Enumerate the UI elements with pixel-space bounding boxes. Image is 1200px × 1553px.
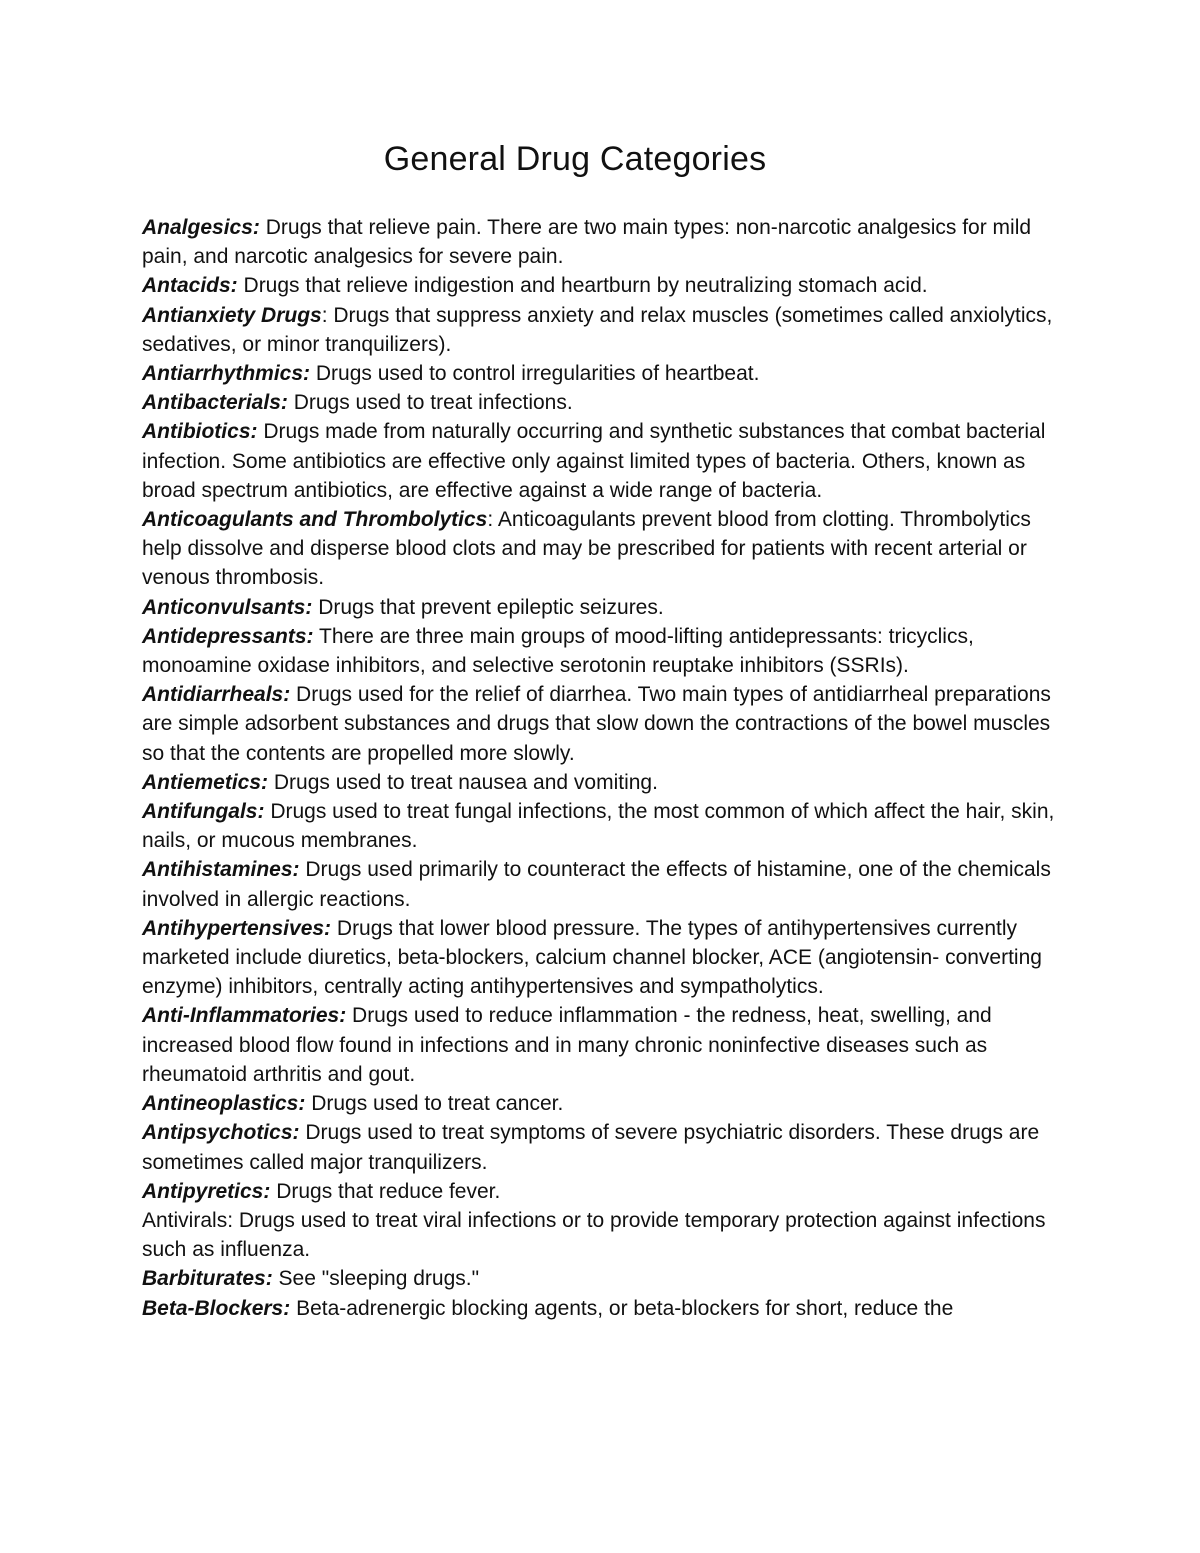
entry-term: Antifungals:: [142, 800, 265, 824]
entry-antipsychotics: [142, 1118, 1072, 1176]
entry-definition: See "sleeping drugs.": [272, 1267, 480, 1291]
entry-antifungals: [142, 797, 1072, 855]
entry-term: Antacids:: [142, 274, 238, 298]
entry-antihypertensives: [142, 914, 1072, 1002]
entry-definition: Drugs that relieve indigestion and heartburn by neutralizing stomach acid.: [237, 274, 928, 298]
entry-term: Antihypertensives:: [142, 916, 332, 940]
entry-term: Anticoagulants and Thrombolytics: [142, 508, 488, 532]
entry-definition: Drugs used to treat infections.: [287, 391, 573, 415]
entry-definition: Drugs used to control irregularities of heartbeat.: [310, 362, 760, 386]
entry-definition: Drugs used primarily to counteract the effects of histamine, one of the chemicals involved in allergic reactions.: [142, 858, 1051, 911]
entry-term: Antiarrhythmics:: [142, 362, 311, 386]
entry-antibiotics: [142, 417, 1072, 505]
entry-term: Beta-Blockers:: [142, 1296, 291, 1320]
entry-definition: Drugs used to treat nausea and vomiting.: [268, 770, 658, 794]
entry-term: Antianxiety Drugs: [142, 303, 322, 327]
entry-term: Analgesics:: [142, 216, 260, 239]
entry-antihistamines: [142, 855, 1072, 913]
entry-term: Antibiotics:: [142, 420, 258, 444]
entry-anticoagulants-thrombolytics: [142, 505, 1072, 593]
entry-antidiarrheals: [142, 680, 1072, 768]
entry-definition: Drugs used for the relief of diarrhea. Two main types of antidiarrheal preparations are simple adsorbent substances and drugs that slow down the contractions of the bowel muscles so that the contents are propelled more slowly.: [142, 683, 1051, 765]
entry-antacids: [142, 271, 1072, 300]
entry-term: Antivirals:: [142, 1208, 234, 1232]
entry-definition: Drugs used to treat cancer.: [305, 1092, 564, 1116]
entry-term: Antiemetics:: [142, 770, 269, 794]
entry-antibacterials: [142, 388, 1072, 417]
entry-term: Antidiarrheals:: [142, 683, 291, 707]
entry-anticonvulsants: [142, 593, 1072, 622]
entry-definition: Drugs used to treat fungal infections, the most common of which affect the hair, skin, nails, or mucous membranes.: [142, 800, 1055, 853]
entry-antipyretics: [142, 1177, 1072, 1206]
entry-term: Antibacterials:: [142, 391, 288, 415]
entry-beta-blockers: [142, 1294, 1072, 1323]
entry-analgesics: [142, 213, 1072, 271]
entry-antidepressants: [142, 622, 1072, 680]
entry-antiarrhythmics: [142, 359, 1072, 388]
entry-definition: Drugs used to treat symptoms of severe psychiatric disorders. These drugs are sometimes called major tranquilizers.: [142, 1121, 1040, 1174]
entry-term: Anti-Inflammatories:: [142, 1004, 347, 1028]
entry-definition: Drugs used to treat viral infections or to provide temporary protection against infections such as influenza.: [142, 1208, 1046, 1262]
entry-term: Antipsychotics:: [142, 1121, 300, 1145]
entry-antivirals: [142, 1206, 1072, 1264]
entry-definition: There are three main groups of mood-lifting antidepressants: tricyclics, monoamine oxidase inhibitors, and selective serotonin reuptake inhibitors (SSRIs).: [142, 624, 974, 678]
entry-antiemetics: [142, 768, 1072, 797]
entry-definition: Drugs that lower blood pressure. The types of antihypertensives currently marketed include diuretics, beta-blockers, calcium channel blocker, ACE (angiotensin- converting enzyme) inhibitors, centrally acting antihypertensives and sympatholytics.: [142, 916, 1042, 999]
entry-definition: : Anticoagulants prevent blood from clotting. Thrombolytics help dissolve and disperse blood clots and may be prescribed for patients with recent arterial or venous thrombosis.: [142, 508, 1031, 590]
entry-definition: Beta-adrenergic blocking agents, or beta-blockers for short, reduce the: [290, 1296, 954, 1320]
entry-term: Antineoplastics:: [142, 1092, 306, 1116]
entry-definition: : Drugs that suppress anxiety and relax muscles (sometimes called anxiolytics, sedatives, or minor tranquilizers).: [142, 303, 1053, 356]
drug-category-list: [142, 213, 1072, 1323]
entry-term: Anticonvulsants:: [142, 595, 313, 619]
entry-definition: Drugs that prevent epileptic seizures.: [312, 595, 664, 619]
entry-term: Antipyretics:: [142, 1179, 271, 1203]
entry-term: Antidepressants:: [142, 624, 314, 648]
entry-definition: Drugs that reduce fever.: [270, 1179, 501, 1203]
entry-definition: Drugs that relieve pain. There are two main types: non-narcotic analgesics for mild pain, and narcotic analgesics for severe pain.: [142, 216, 1032, 269]
entry-definition: Drugs made from naturally occurring and synthetic substances that combat bacterial infection. Some antibiotics are effective only against limited types of bacteria. Others, known as broad spectrum antibiotics, are effective against a wide range of bacteria.: [142, 420, 1046, 502]
entry-antineoplastics: [142, 1089, 1072, 1118]
entry-term: Barbiturates:: [142, 1267, 273, 1291]
page-title: General Drug Categories: [383, 140, 767, 178]
entry-antianxiety-drugs: [142, 301, 1072, 359]
entry-barbiturates: [142, 1264, 1072, 1293]
entry-definition: Drugs used to reduce inflammation - the redness, heat, swelling, and increased blood flow found in infections and in many chronic noninfective diseases such as rheumatoid arthritis and gout.: [142, 1004, 992, 1086]
entry-anti-inflammatories: [142, 1001, 1072, 1089]
entry-term: Antihistamines:: [142, 858, 300, 882]
